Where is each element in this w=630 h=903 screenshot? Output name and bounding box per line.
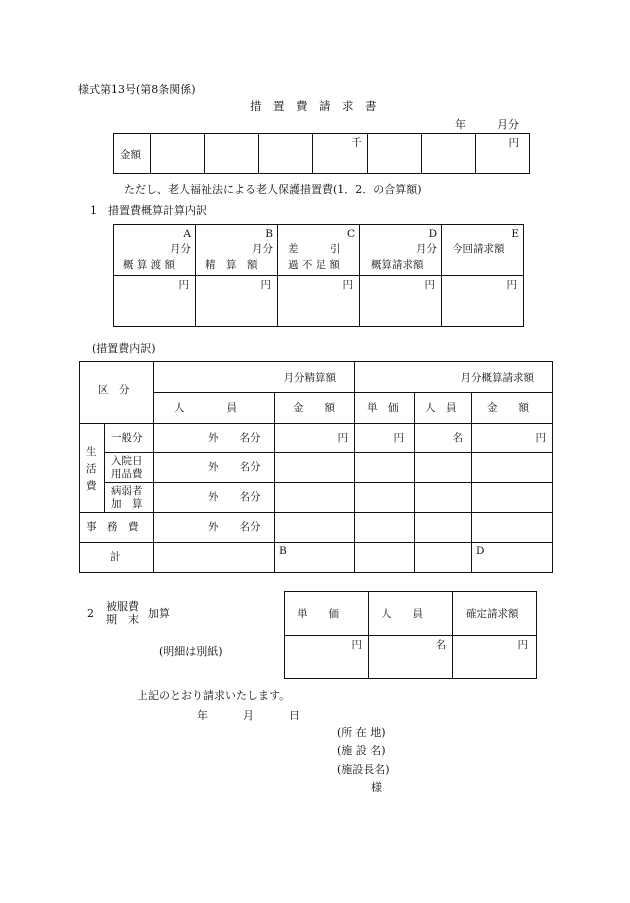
- row-hospital-persons: 外 名分: [208, 461, 261, 473]
- clothing-table: [284, 591, 537, 679]
- amount-table: [113, 133, 530, 174]
- admin-cost-label: 事 務 費: [80, 513, 154, 543]
- total-b-marker: B: [279, 545, 287, 557]
- address-label: (所 在 地): [337, 726, 386, 739]
- col-a-header: A 月分 概 算 渡 額: [114, 225, 196, 276]
- honorific-sama: 様: [371, 781, 382, 794]
- breakdown-heading: (措置費内訳): [92, 342, 156, 355]
- total-d-marker: D: [476, 545, 485, 557]
- total-label: 計: [80, 543, 154, 573]
- section1-heading: 1 措置費概算計算内訳: [90, 204, 207, 217]
- date-day: 日: [289, 709, 300, 722]
- persons2-header: 人 員: [415, 393, 472, 424]
- s2-confirmed-unit: 円: [517, 639, 528, 651]
- kubun-header: 区 分: [80, 362, 154, 424]
- admin-persons: 外 名分: [208, 521, 261, 533]
- period-year: 年: [455, 118, 466, 131]
- proviso-text: ただし、老人福祉法による老人保護措置費(1．2．の合算額): [124, 183, 422, 196]
- living-cost-label: 生活費: [80, 424, 105, 513]
- row-general-amount-unit: 円: [337, 432, 348, 444]
- section2-label-term-end: 期 末: [106, 613, 139, 626]
- row-general-amount2-unit: 円: [535, 432, 547, 444]
- row-sick-label: 病弱者 加 算: [105, 483, 154, 513]
- row-general-unit-price-unit: 円: [393, 432, 404, 444]
- col-e-unit: 円: [506, 279, 517, 291]
- breakdown-table: [79, 361, 553, 573]
- closing-text: 上記のとおり請求いたします。: [137, 689, 291, 702]
- s2-unit-price-header: 単 価: [285, 592, 369, 636]
- col-d-header: D 月分 概算請求額: [360, 225, 442, 276]
- unit-price-header: 単 価: [355, 393, 415, 424]
- s2-confirmed-header: 確定請求額: [453, 592, 537, 636]
- col-b-header: B 月分 精 算 額: [196, 225, 278, 276]
- persons-header: 人 員: [154, 393, 275, 424]
- s2-unit-price-unit: 円: [351, 639, 362, 651]
- form-number: 様式第13号(第8条関係): [78, 83, 196, 96]
- col-d-unit: 円: [424, 279, 435, 291]
- page-title: 措 置 費 請 求 書: [250, 99, 377, 113]
- col-b-unit: 円: [260, 279, 271, 291]
- period-month: 月分: [497, 118, 519, 131]
- section2-number: 2: [87, 607, 94, 620]
- row-hospital-label: 入院日 用品費: [105, 453, 154, 483]
- amount-label: 金額: [120, 149, 141, 161]
- date-year: 年: [197, 709, 208, 722]
- amount-header: 金 額: [275, 393, 355, 424]
- estimate-header: 月分概算請求額: [355, 362, 553, 393]
- section2-label-clothing: 被服費: [106, 600, 139, 613]
- row-general-persons: 外 名分: [208, 432, 261, 444]
- col-e-header: E 今回請求額: [442, 225, 524, 276]
- row-general-label: 一般分: [105, 424, 154, 453]
- row-sick-persons: 外 名分: [208, 491, 261, 503]
- settle-header: 月分精算額: [154, 362, 355, 393]
- estimate-table: [113, 224, 524, 327]
- s2-persons-unit: 名: [435, 639, 446, 651]
- amount-yen-unit: 円: [508, 137, 519, 149]
- col-c-header: C 差 引 過 不 足 額: [278, 225, 360, 276]
- facility-name-label: (施 設 名): [337, 744, 386, 757]
- section2-note: (明細は別紙): [159, 645, 223, 658]
- section2-label-addition: 加算: [148, 607, 170, 620]
- amount2-header: 金 額: [472, 393, 553, 424]
- amount-sen-unit: 千: [351, 137, 362, 149]
- col-c-unit: 円: [342, 279, 353, 291]
- s2-persons-header: 人 員: [369, 592, 453, 636]
- director-name-label: (施設長名): [337, 763, 390, 776]
- row-general-persons2-unit: 名: [452, 432, 463, 444]
- date-month: 月: [243, 709, 254, 722]
- col-a-unit: 円: [178, 279, 189, 291]
